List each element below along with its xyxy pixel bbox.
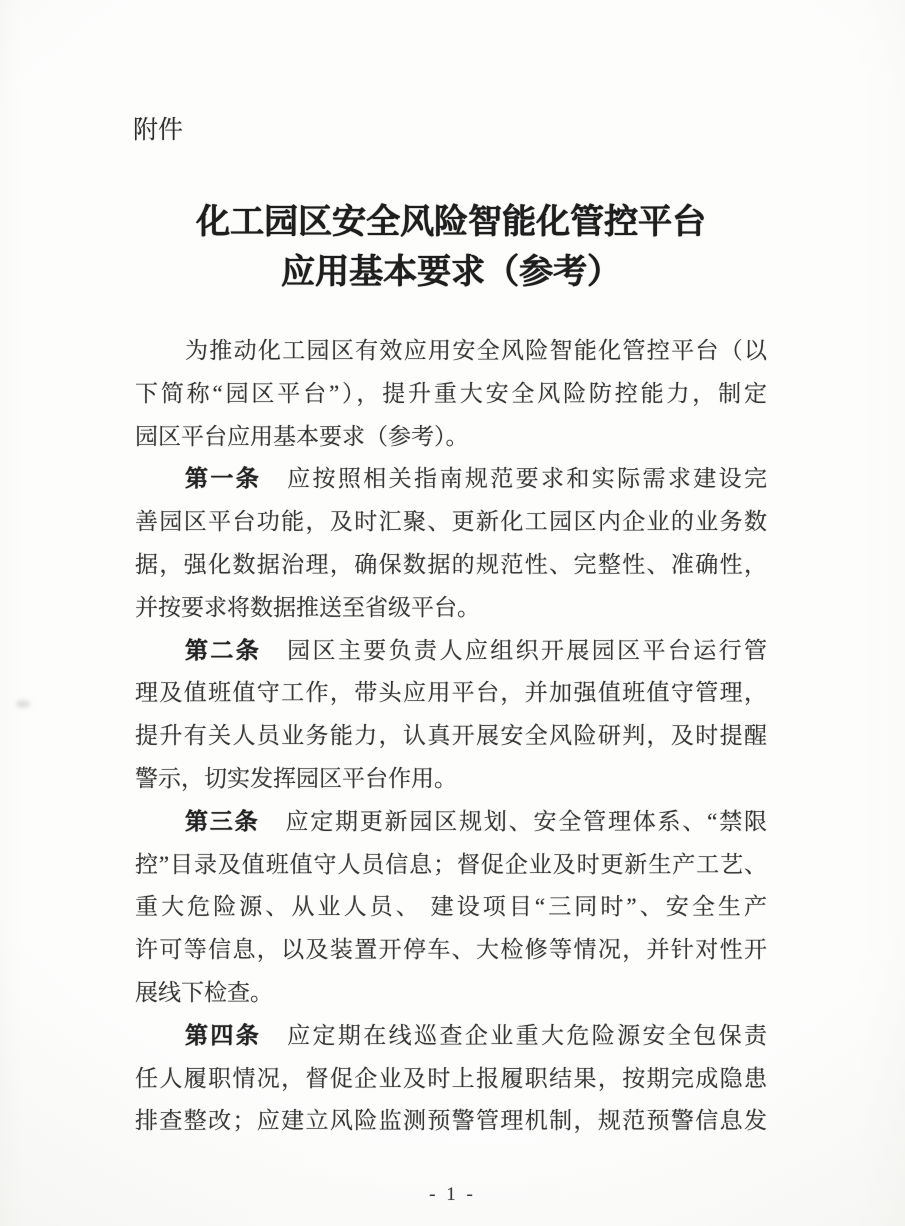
text-line — [135, 972, 767, 1015]
text-line — [135, 416, 767, 459]
document-title-line-2: 应用基本要求（参考） — [281, 254, 621, 291]
line-text: 任人履职情况，督促企业及时上报履职结果，按期完成隐患 — [135, 1065, 767, 1091]
text-line — [135, 886, 767, 929]
text-line — [135, 373, 767, 416]
line-text: 下简称“园区平台”），提升重大安全风险防控能力，制定 — [135, 380, 767, 406]
line-text: 应定期在线巡查企业重大危险源安全包保责 — [287, 1022, 767, 1048]
line-text: 应按照相关指南规范要求和实际需求建设完 — [287, 466, 767, 492]
line-text: 据，强化数据治理，确保数据的规范性、完整性、准确性， — [135, 551, 767, 577]
line-text: 理及值班值守工作，带头应用平台，并加强值班值守管理， — [135, 680, 767, 706]
line-text: 警示，切实发挥园区平台作用。 — [135, 765, 457, 791]
article-number: 第二条 — [185, 637, 262, 663]
line-text: 排查整改；应建立风险监测预警管理机制，规范预警信息发 — [135, 1108, 767, 1134]
line-text: 重大危险源、从业人员、 建设项目“三同时”、安全生产 — [135, 894, 767, 920]
line-text: 园区主要负责人应组织开展园区平台运行管 — [287, 637, 767, 663]
text-line — [135, 672, 767, 715]
page-number: - 1 - — [429, 1184, 476, 1205]
attachment-label: 附件 — [133, 117, 184, 144]
line-text: 提升有关人员业务能力，认真开展安全风险研判，及时提醒 — [135, 723, 767, 749]
line-text: 善园区平台功能，及时汇聚、更新化工园区内企业的业务数 — [135, 509, 767, 535]
text-line — [135, 587, 767, 630]
article-number: 第四条 — [185, 1022, 262, 1048]
text-line — [135, 630, 767, 673]
text-line — [135, 801, 767, 844]
text-line — [135, 330, 767, 373]
line-text: 控”目录及值班值守人员信息；督促企业及时更新生产工艺、 — [135, 851, 767, 877]
text-line — [135, 1058, 767, 1101]
text-line — [135, 1100, 767, 1143]
line-text: 为推动化工园区有效应用安全风险智能化管控平台（以 — [185, 338, 767, 363]
document-title — [135, 198, 767, 298]
text-line — [135, 544, 767, 587]
text-line — [135, 501, 767, 544]
document-title-line-1: 化工园区安全风险智能化管控平台 — [196, 204, 706, 241]
article-number: 第一条 — [185, 466, 262, 492]
text-line — [135, 1015, 767, 1058]
document-body — [135, 330, 767, 1143]
scan-smudge — [16, 700, 30, 708]
text-line — [135, 758, 767, 801]
text-line — [135, 458, 767, 501]
line-text: 园区平台应用基本要求（参考）。 — [135, 423, 469, 449]
text-line — [135, 715, 767, 758]
line-text: 许可等信息，以及装置开停车、大检修等情况，并针对性开 — [135, 937, 767, 963]
line-text: 并按要求将数据推送至省级平台。 — [135, 594, 480, 620]
line-text: 应定期更新园区规划、安全管理体系、“禁限 — [285, 808, 767, 834]
text-line — [135, 844, 767, 887]
text-line — [135, 929, 767, 972]
article-number: 第三条 — [185, 808, 260, 834]
line-text: 展线下检查。 — [135, 979, 273, 1005]
